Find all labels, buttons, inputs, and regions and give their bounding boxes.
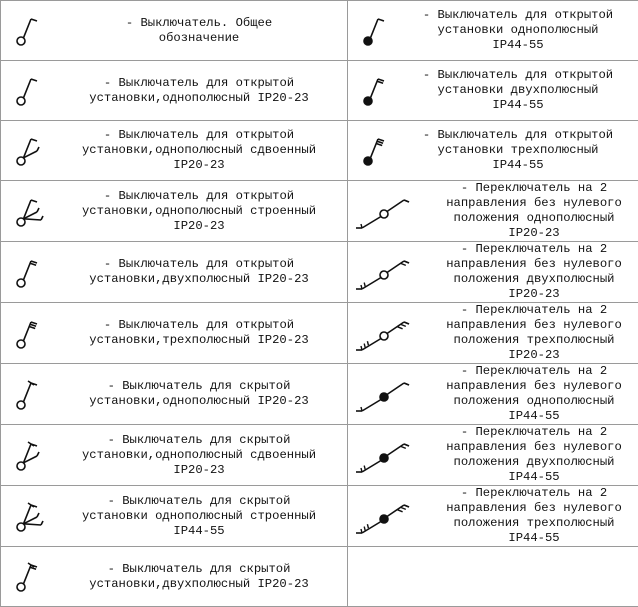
- table-row: [1, 547, 638, 607]
- table-row: [1, 121, 638, 181]
- symbol-description: - Переключатель на 2 направления без нулевого положения однополюсный IP44-55: [434, 364, 638, 424]
- switch-open-3pole-ip44-icon: [348, 121, 402, 180]
- left-cell: [1, 1, 348, 61]
- right-cell: [348, 547, 638, 607]
- changeover-1pole-ip44-icon: [348, 365, 434, 424]
- table-row: [1, 425, 638, 486]
- switch-open-1pole-triple-ip20-icon: [1, 182, 55, 241]
- table-row: [1, 364, 638, 425]
- symbol-description: - Выключатель для скрытой установки,однополюсный сдвоенный IP20-23: [55, 433, 347, 478]
- switch-open-2pole-ip44-icon: [348, 61, 402, 120]
- right-cell: [348, 486, 638, 547]
- left-cell: [1, 242, 348, 303]
- left-cell: [1, 303, 348, 364]
- table-row: [1, 61, 638, 121]
- left-cell: [1, 486, 348, 547]
- symbol-description: - Выключатель для открытой установки,однополюсный IP20-23: [55, 76, 347, 106]
- switch-open-2pole-ip20-icon: [1, 243, 55, 302]
- right-cell: [348, 364, 638, 425]
- switch-general-icon: [1, 1, 55, 60]
- right-cell: [348, 121, 638, 181]
- table-row: [1, 181, 638, 242]
- right-cell: [348, 242, 638, 303]
- switch-open-3pole-ip20-icon: [1, 304, 55, 363]
- switch-hidden-2pole-ip20-icon: [1, 547, 55, 606]
- right-cell: [348, 181, 638, 242]
- right-cell: [348, 303, 638, 364]
- left-cell: [1, 547, 348, 607]
- changeover-2pole-ip44-icon: [348, 426, 434, 485]
- right-cell: [348, 425, 638, 486]
- symbol-description: - Выключатель для открытой установки,трехполюсный IP20-23: [55, 318, 347, 348]
- empty-symbol: [348, 547, 402, 606]
- symbol-description: - Переключатель на 2 направления без нулевого положения трехполюсный IP44-55: [434, 486, 638, 546]
- symbol-description: - Переключатель на 2 направления без нулевого положения двухполюсный IP44-55: [434, 425, 638, 485]
- switch-hidden-1pole-double-ip20-icon: [1, 426, 55, 485]
- symbol-description: - Переключатель на 2 направления без нулевого положения двухполюсный IP20-23: [434, 242, 638, 302]
- symbol-description: - Выключатель для открытой установки трехполюсный IP44-55: [402, 128, 638, 173]
- table-row: [1, 303, 638, 364]
- symbol-description: - Выключатель для скрытой установки,двухполюсный IP20-23: [55, 562, 347, 592]
- left-cell: [1, 364, 348, 425]
- symbol-description: - Выключатель для открытой установки,двухполюсный IP20-23: [55, 257, 347, 287]
- right-cell: [348, 1, 638, 61]
- left-cell: [1, 425, 348, 486]
- switch-open-1pole-ip44-icon: [348, 1, 402, 60]
- symbol-description: - Выключатель для открытой установки,однополюсный сдвоенный IP20-23: [55, 128, 347, 173]
- changeover-1pole-ip20-icon: [348, 182, 434, 241]
- changeover-3pole-ip44-icon: [348, 487, 434, 546]
- left-cell: [1, 121, 348, 181]
- table-row: [1, 1, 638, 61]
- symbol-description: - Переключатель на 2 направления без нулевого положения трехполюсный IP20-23: [434, 303, 638, 363]
- symbol-description: - Выключатель для открытой установки,однополюсный строенный IP20-23: [55, 189, 347, 234]
- symbol-description: - Выключатель. Общее обозначение: [55, 16, 347, 46]
- left-cell: [1, 61, 348, 121]
- symbol-description: - Выключатель для открытой установки однополюсный IP44-55: [402, 8, 638, 53]
- symbol-description: - Переключатель на 2 направления без нулевого положения однополюсный IP20-23: [434, 181, 638, 241]
- left-cell: [1, 181, 348, 242]
- symbol-description: - Выключатель для скрытой установки,однополюсный IP20-23: [55, 379, 347, 409]
- changeover-3pole-ip20-icon: [348, 304, 434, 363]
- table-row: [1, 242, 638, 303]
- table-row: [1, 486, 638, 547]
- right-cell: [348, 61, 638, 121]
- changeover-2pole-ip20-icon: [348, 243, 434, 302]
- symbol-description: - Выключатель для открытой установки двухполюсный IP44-55: [402, 68, 638, 113]
- symbol-description: - Выключатель для скрытой установки однополюсный строенный IP44-55: [55, 494, 347, 539]
- switch-open-1pole-double-ip20-icon: [1, 121, 55, 180]
- switch-hidden-1pole-ip20-icon: [1, 365, 55, 424]
- switch-open-1pole-ip20-icon: [1, 61, 55, 120]
- switch-hidden-1pole-triple-ip44-icon: [1, 487, 55, 546]
